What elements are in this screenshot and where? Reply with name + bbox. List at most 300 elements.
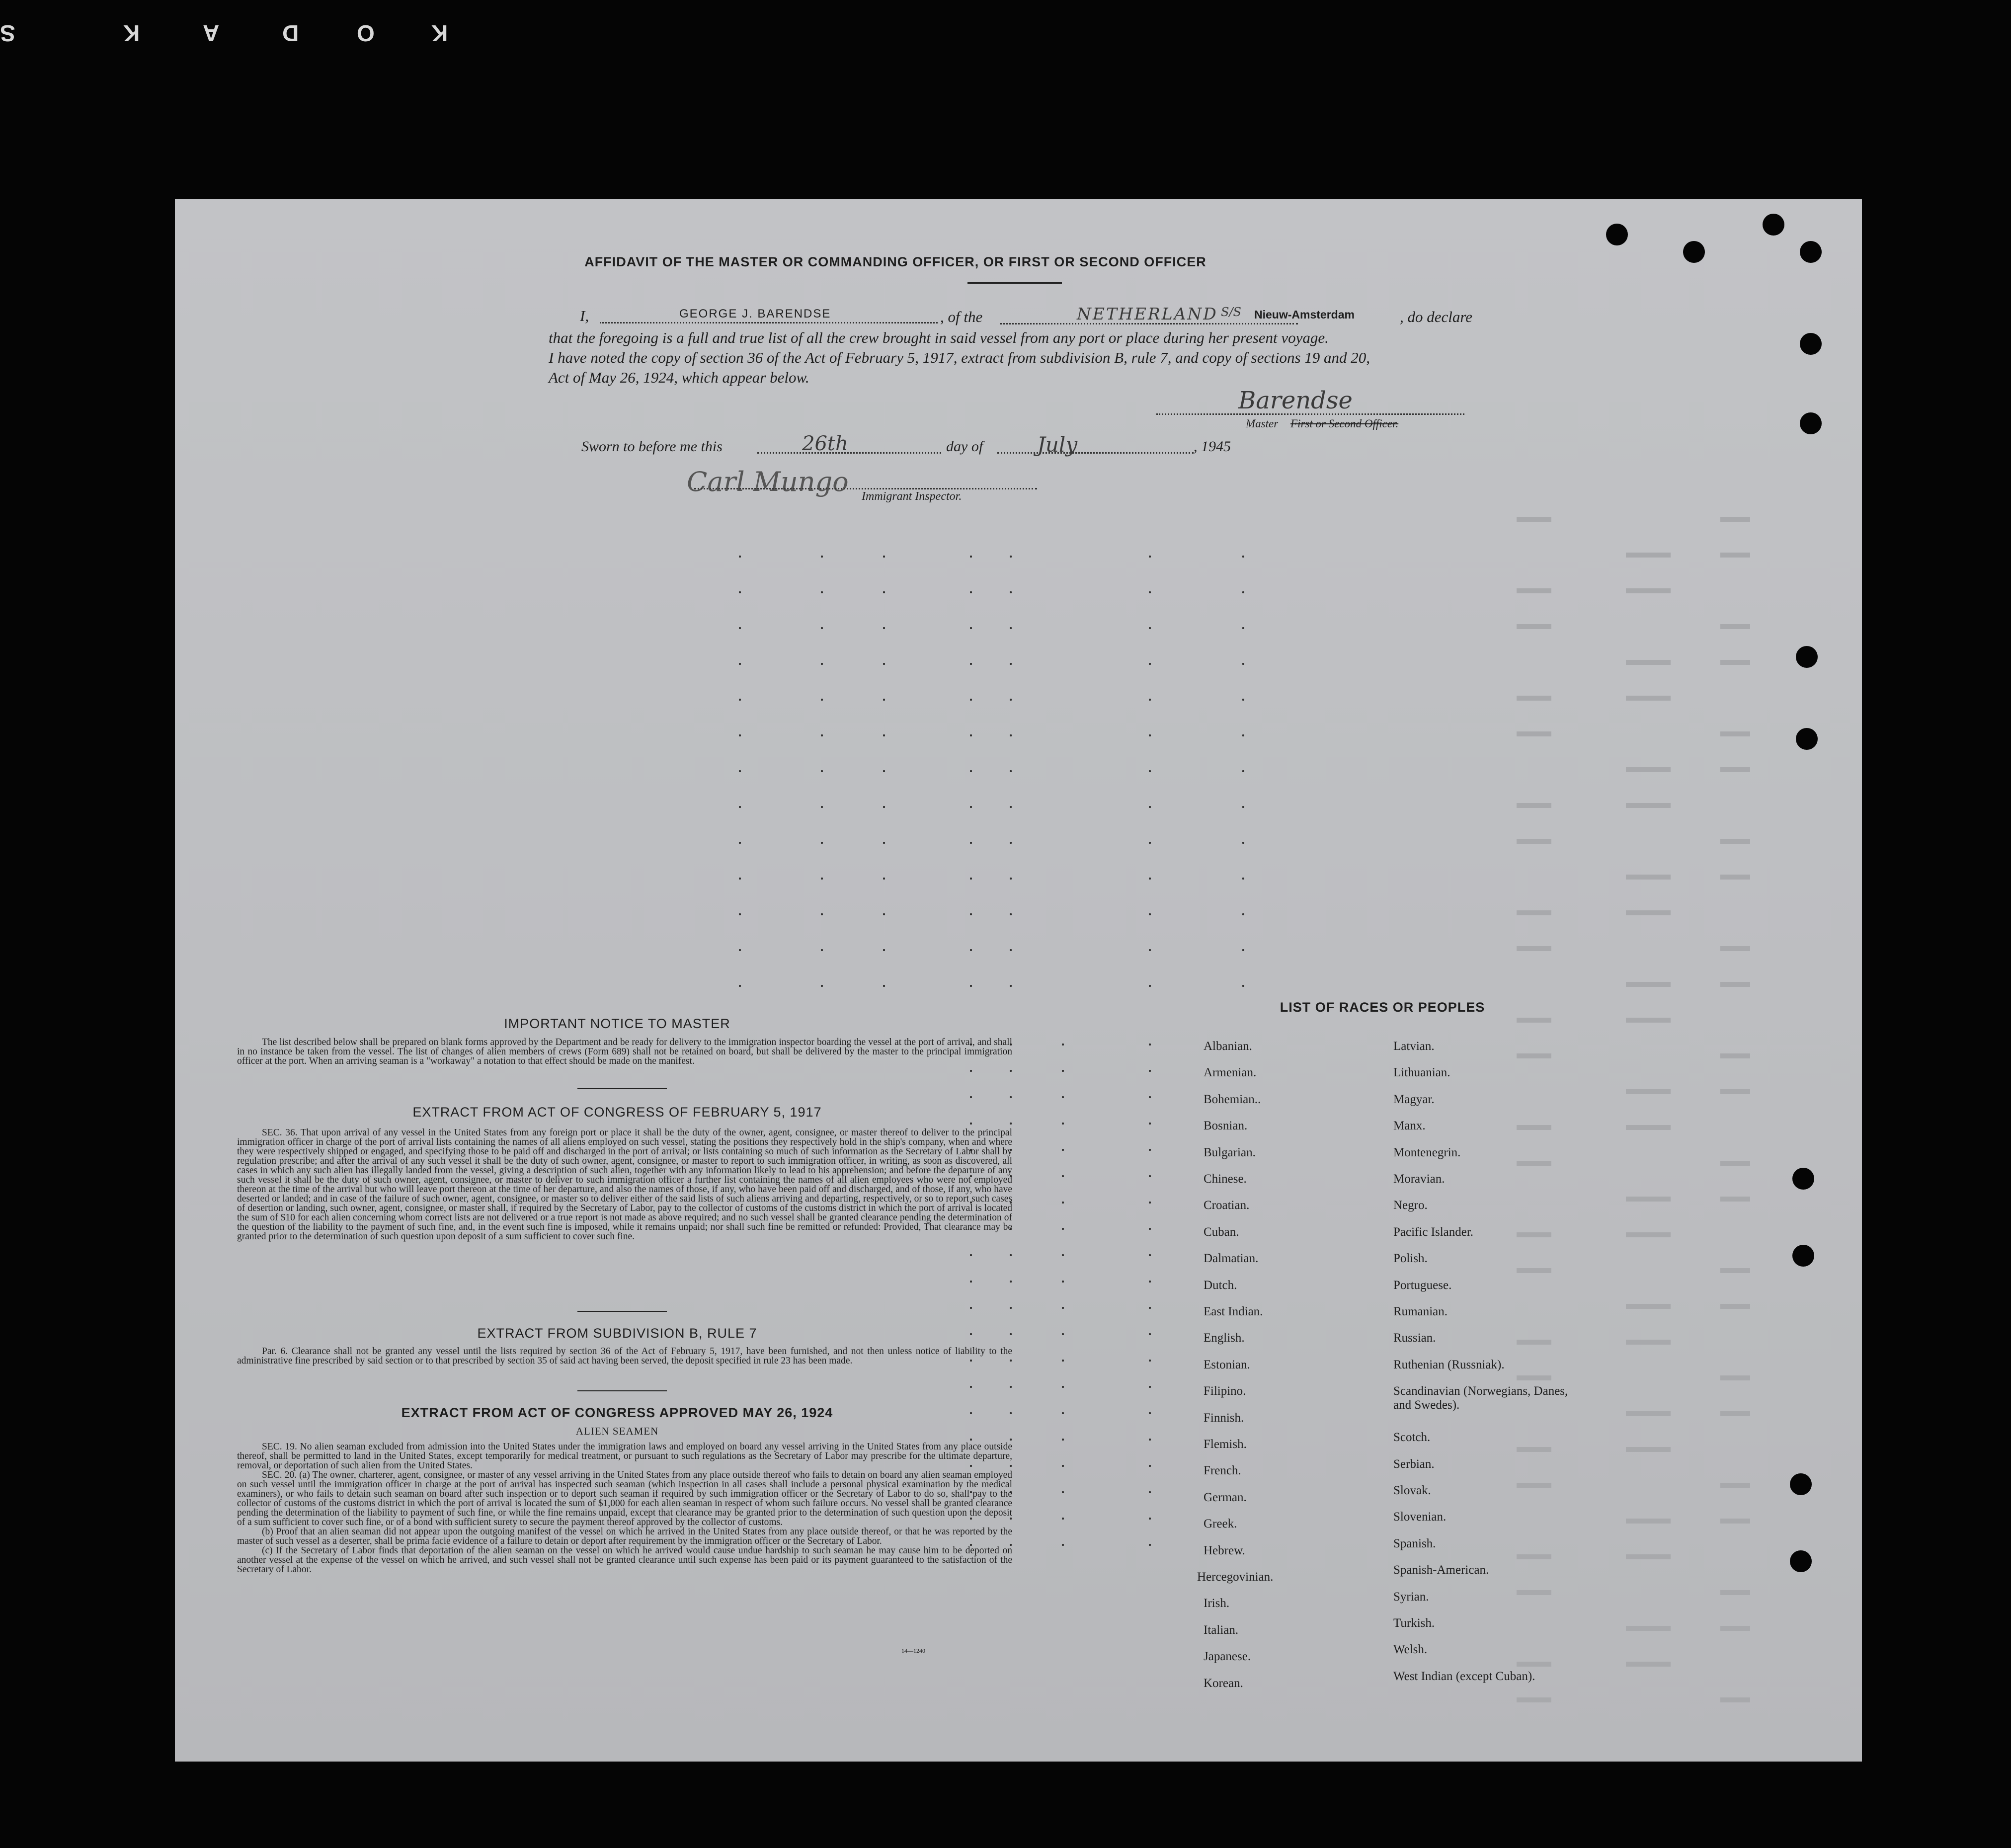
punch-hole bbox=[1606, 224, 1628, 245]
bleed-through-mark bbox=[1720, 1411, 1750, 1416]
race-item: Scandinavian (Norwegians, Danes, and Swedes). bbox=[1393, 1384, 1568, 1412]
of-the-text: , of the bbox=[940, 308, 983, 325]
day-of-text: day of bbox=[946, 438, 983, 455]
bleed-through-mark bbox=[1720, 1626, 1750, 1631]
bleed-through-mark bbox=[1517, 1662, 1551, 1667]
leader-dot bbox=[1242, 878, 1244, 880]
bleed-through-mark bbox=[1626, 1197, 1671, 1202]
leader-dot bbox=[1149, 1518, 1151, 1520]
leader-dot bbox=[821, 806, 823, 808]
bleed-through-mark bbox=[1720, 1519, 1750, 1524]
ss-mark: S/S bbox=[1221, 305, 1241, 319]
leader-dot bbox=[739, 913, 741, 915]
section-20b: (b) Proof that an alien seaman did not appear upon the outgoing manifest of the vessel on which he arrived in the United States from any place outside thereof, or that he was reported by the master of such vessel as a deserter, shall be prima facie evidence of a failure to detain or deport after requirement by the immigration officer or the Secretary of Labor. bbox=[237, 1527, 1012, 1546]
film-edge-letter: S bbox=[0, 20, 15, 46]
race-item: Spanish. bbox=[1393, 1536, 1436, 1550]
punch-hole bbox=[1796, 728, 1818, 750]
leader-dot bbox=[883, 627, 885, 629]
sworn-month-line bbox=[997, 452, 1194, 454]
leader-dot bbox=[970, 1439, 972, 1441]
race-item: Montenegrin. bbox=[1393, 1145, 1461, 1159]
sworn-text: Sworn to before me this bbox=[581, 438, 723, 455]
race-item: English. bbox=[1204, 1331, 1245, 1345]
leader-dot bbox=[739, 699, 741, 701]
leader-dot bbox=[1062, 1333, 1064, 1335]
leader-dot bbox=[1062, 1149, 1064, 1151]
race-item: Bulgarian. bbox=[1204, 1145, 1256, 1159]
bleed-through-mark bbox=[1720, 660, 1750, 665]
leader-dot bbox=[821, 913, 823, 915]
leader-dot bbox=[1062, 1202, 1064, 1204]
bleed-through-mark bbox=[1517, 1161, 1551, 1166]
bleed-through-mark bbox=[1626, 875, 1671, 880]
race-item: German. bbox=[1204, 1490, 1247, 1504]
alien-seamen-subtitle: ALIEN SEAMEN bbox=[575, 1425, 659, 1437]
sworn-month: July bbox=[1037, 432, 1078, 457]
section-divider bbox=[577, 1088, 667, 1089]
bleed-through-mark bbox=[1626, 1662, 1671, 1667]
bleed-through-mark bbox=[1517, 517, 1551, 522]
bleed-through-mark bbox=[1720, 1089, 1750, 1094]
leader-dot bbox=[821, 770, 823, 772]
punch-hole bbox=[1790, 1550, 1812, 1572]
leader-dot bbox=[1149, 734, 1151, 736]
bleed-through-mark bbox=[1517, 1447, 1551, 1452]
race-item: Chinese. bbox=[1204, 1172, 1247, 1186]
leader-dot bbox=[883, 556, 885, 558]
bleed-through-mark bbox=[1720, 1375, 1750, 1380]
leader-dot bbox=[1149, 1439, 1151, 1441]
leader-dot bbox=[739, 734, 741, 736]
bleed-through-mark bbox=[1626, 1125, 1671, 1130]
punch-hole bbox=[1683, 241, 1705, 263]
leader-dot bbox=[883, 663, 885, 665]
leader-dot bbox=[821, 663, 823, 665]
bleed-through-mark bbox=[1720, 1304, 1750, 1309]
race-item: West Indian (except Cuban). bbox=[1393, 1669, 1535, 1683]
leader-dot bbox=[821, 699, 823, 701]
leader-dot bbox=[1010, 1123, 1012, 1125]
sworn-day: 26th bbox=[802, 432, 848, 455]
bleed-through-mark bbox=[1720, 875, 1750, 880]
do-declare-text: , do declare bbox=[1400, 308, 1473, 325]
form-number: 14—1240 bbox=[901, 1647, 925, 1654]
leader-dot bbox=[1010, 1412, 1012, 1414]
leader-dot bbox=[1242, 591, 1244, 593]
leader-dot bbox=[970, 949, 972, 951]
extract-1924-text bbox=[237, 1442, 1012, 1574]
leader-dot bbox=[1062, 1281, 1064, 1283]
leader-dot bbox=[1062, 1123, 1064, 1125]
race-item: Lithuanian. bbox=[1393, 1066, 1450, 1080]
extract-1917-body: SEC. 36. That upon arrival of any vessel in the United States from any foreign port or place it shall be the duty of the owner, agent, consignee, or master thereof to deliver to the principal immigration officer in charge of the port of arrival lists containing the names of all aliens employed on such vessel, stating the positions they respectively hold in the ship's company, when and where they were respectively shipped or engaged, and specifying those to be paid off and discharged in the port of arrival; or lists containing so much of such information as the Secretary of Labor shall by regulation prescribe; and after the arrival of any such vessel it shall be the duty of such owner, agent, consignee, or master to report to such immigration officer, in writing, as soon as discovered, all cases in which any such alien has illegally landed from the vessel, giving a description of such alien, together with any information likely to lead to his apprehension; and before the departure of any such vessel it shall be the duty of such owner, agent, consignee, or master to deliver to such immigration officer a further list containing the names of all alien employees who were not employed thereon at the time of the arrival but who will leave port thereon at the time of her departure, and also the names of those, if any, who have been paid off and discharged, and of those, if any, who have deserted or landed; and in case of the failure of such owner, agent, consignee, or master so to deliver either of the said lists of such aliens arriving and departing, respectively, or so to report such cases of desertion or landing, such owner, agent, consignee, or master shall, if required by the Secretary of Labor, pay to the collector of customs of the customs district in which the port of arrival is located the sum of $10 for each alien concerning whom correct lists are not delivered or a true report is not made as above required; and no such vessel shall be granted clearance pending the determination of the question of the liability to the payment of such fine, and, in the event such fine is imposed, while it remains unpaid; nor shall such fine be remitted or refunded: Provided, That clearance may be granted prior to the determination of such question upon deposit of a sum sufficient to cover such fine. bbox=[237, 1127, 1012, 1242]
race-item: Albanian. bbox=[1204, 1040, 1252, 1053]
leader-dot bbox=[970, 913, 972, 915]
leader-dot bbox=[1149, 1228, 1151, 1230]
bleed-through-mark bbox=[1626, 767, 1671, 772]
leader-dot bbox=[1149, 1386, 1151, 1388]
affidavit-line-4: Act of May 26, 1924, which appear below. bbox=[549, 369, 809, 386]
leader-dot bbox=[739, 663, 741, 665]
race-item: Armenian. bbox=[1204, 1066, 1257, 1080]
leader-dot bbox=[1062, 1254, 1064, 1256]
leader-dot bbox=[821, 949, 823, 951]
bleed-through-mark bbox=[1517, 839, 1551, 844]
bleed-through-mark bbox=[1626, 660, 1671, 665]
race-item: Spanish-American. bbox=[1393, 1563, 1489, 1577]
leader-dot bbox=[821, 556, 823, 558]
sworn-day-line bbox=[757, 452, 941, 454]
race-item: Cuban. bbox=[1204, 1225, 1239, 1239]
race-item: Hebrew. bbox=[1204, 1543, 1245, 1557]
bleed-through-mark bbox=[1720, 946, 1750, 951]
bleed-through-mark bbox=[1626, 1447, 1671, 1452]
nationality: NETHERLAND bbox=[1077, 304, 1218, 323]
punch-hole bbox=[1792, 1168, 1814, 1190]
race-item: Negro. bbox=[1393, 1199, 1428, 1212]
film-edge-letter: A bbox=[203, 20, 220, 46]
race-item: Bosnian. bbox=[1204, 1119, 1248, 1133]
section-divider bbox=[577, 1311, 667, 1312]
leader-dot bbox=[1149, 770, 1151, 772]
intro-i: I, bbox=[580, 307, 589, 324]
leader-dot bbox=[821, 878, 823, 880]
leader-dot bbox=[1010, 1096, 1012, 1098]
leader-dot bbox=[1062, 1544, 1064, 1546]
punch-hole bbox=[1763, 214, 1784, 236]
leader-dot bbox=[1242, 699, 1244, 701]
leader-dot bbox=[1010, 1070, 1012, 1072]
leader-dot bbox=[739, 556, 741, 558]
leader-dot bbox=[1010, 627, 1012, 629]
leader-dot bbox=[1149, 1412, 1151, 1414]
leader-dot bbox=[1149, 1149, 1151, 1151]
film-edge-letter: K bbox=[431, 20, 448, 46]
leader-dot bbox=[1242, 627, 1244, 629]
section-19: SEC. 19. No alien seaman excluded from admission into the United States under the immigration laws and employed on board any vessel arriving in the United States from any place outside thereof, shall be permitted to land in the United States, except temporarily for medical treatment, or pursuant to such regulations as the Secretary of Labor may prescribe for the ultimate departure, removal, or deportation of such alien from the United States. bbox=[237, 1442, 1012, 1471]
master-signature-line bbox=[1156, 413, 1464, 415]
bleed-through-mark bbox=[1626, 1232, 1671, 1237]
bleed-through-mark bbox=[1517, 624, 1551, 629]
leader-dot bbox=[1010, 1333, 1012, 1335]
leader-dot bbox=[970, 591, 972, 593]
leader-dot bbox=[1010, 1439, 1012, 1441]
leader-dot bbox=[970, 663, 972, 665]
leader-dot bbox=[970, 734, 972, 736]
leader-dot bbox=[1062, 1307, 1064, 1309]
leader-dot bbox=[1062, 1465, 1064, 1467]
punch-hole bbox=[1800, 412, 1822, 434]
leader-dot bbox=[1149, 591, 1151, 593]
leader-dot bbox=[1242, 842, 1244, 844]
leader-dot bbox=[1149, 556, 1151, 558]
race-item: Pacific Islander. bbox=[1393, 1225, 1474, 1239]
bleed-through-mark bbox=[1626, 1519, 1671, 1524]
race-item: Bohemian.. bbox=[1204, 1092, 1261, 1106]
officer-name: GEORGE J. BARENDSE bbox=[679, 307, 831, 321]
race-item: Portuguese. bbox=[1393, 1278, 1452, 1292]
race-item: Korean. bbox=[1204, 1676, 1243, 1690]
race-item: Moravian. bbox=[1393, 1172, 1445, 1186]
bleed-through-mark bbox=[1517, 731, 1551, 736]
inspector-label: Immigrant Inspector. bbox=[862, 490, 962, 503]
race-item: French. bbox=[1204, 1464, 1241, 1478]
bleed-through-mark bbox=[1720, 1053, 1750, 1058]
bleed-through-mark bbox=[1626, 1554, 1671, 1559]
leader-dot bbox=[739, 591, 741, 593]
bleed-through-mark bbox=[1517, 1053, 1551, 1058]
race-item: Flemish. bbox=[1204, 1438, 1247, 1451]
leader-dot bbox=[1010, 878, 1012, 880]
race-item: Magyar. bbox=[1393, 1092, 1435, 1106]
bleed-through-mark bbox=[1720, 767, 1750, 772]
leader-dot bbox=[883, 806, 885, 808]
leader-dot bbox=[1010, 842, 1012, 844]
affidavit-line-2: that the foregoing is a full and true list of all the crew brought in said vessel from any port or place during her present voyage. bbox=[549, 329, 1329, 346]
leader-dot bbox=[1062, 1044, 1064, 1045]
race-item: Manx. bbox=[1393, 1119, 1426, 1133]
leader-dot bbox=[1010, 949, 1012, 951]
leader-dot bbox=[1062, 1175, 1064, 1177]
bleed-through-mark bbox=[1720, 731, 1750, 736]
leader-dot bbox=[1242, 806, 1244, 808]
leader-dot bbox=[883, 770, 885, 772]
punch-hole bbox=[1792, 1245, 1814, 1267]
leader-dot bbox=[970, 878, 972, 880]
race-item: Latvian. bbox=[1393, 1040, 1435, 1053]
leader-dot bbox=[1149, 985, 1151, 987]
bleed-through-mark bbox=[1720, 1268, 1750, 1273]
leader-dot bbox=[1010, 1307, 1012, 1309]
leader-dot bbox=[1010, 556, 1012, 558]
bleed-through-mark bbox=[1517, 910, 1551, 915]
leader-dot bbox=[1149, 1465, 1151, 1467]
leader-dot bbox=[1149, 1096, 1151, 1098]
race-item: Slovenian. bbox=[1393, 1510, 1447, 1524]
leader-dot bbox=[1242, 770, 1244, 772]
bleed-through-mark bbox=[1517, 946, 1551, 951]
section-20a: SEC. 20. (a) The owner, charterer, agent, consignee, or master of any vessel arriving in the United States from any place outside thereof who fails to detain on board any alien seaman employed on such vessel until the immigration officer in charge at the port of arrival has inspected such seaman (which inspection in all cases shall include a personal physical examination by the medical examiners), or who fails to detain such seaman on board after such inspection or to deport such seaman if required by such immigration officer or the Secretary of Labor to do so, shall pay to the collector of customs of the customs district in which the port of arrival is located the sum of $1,000 for each alien seaman in respect of whom such failure occurs. No vessel shall be granted clearance pending the determination of the liability to payment of such fine, or while the fine remains unpaid, except that clearance may be granted prior to the determination of such question upon the deposit of a sum sufficient to cover such fine, or of a bond with sufficient surety to secure the payment thereof approved by the collector of customs. bbox=[237, 1470, 1012, 1527]
race-item: Irish. bbox=[1204, 1597, 1230, 1610]
leader-dot bbox=[1149, 842, 1151, 844]
bleed-through-mark bbox=[1626, 588, 1671, 593]
leader-dot bbox=[1149, 1202, 1151, 1204]
race-item: Dalmatian. bbox=[1204, 1252, 1259, 1266]
film-edge-letter: O bbox=[357, 20, 375, 46]
leader-dot bbox=[970, 806, 972, 808]
leader-dot bbox=[1149, 1281, 1151, 1283]
leader-dot bbox=[970, 556, 972, 558]
bleed-through-mark bbox=[1626, 1089, 1671, 1094]
leader-dot bbox=[1149, 1070, 1151, 1072]
leader-dot bbox=[970, 1070, 972, 1072]
inspector-signature-line bbox=[694, 488, 1037, 489]
leader-dot bbox=[1149, 913, 1151, 915]
bleed-through-mark bbox=[1626, 1340, 1671, 1345]
leader-dot bbox=[1242, 985, 1244, 987]
film-edge-markings bbox=[0, 20, 497, 50]
film-edge-letter: K bbox=[123, 20, 140, 46]
leader-dot bbox=[883, 878, 885, 880]
bleed-through-mark bbox=[1517, 803, 1551, 808]
bleed-through-mark bbox=[1720, 839, 1750, 844]
extract-rule7-body: Par. 6. Clearance shall not be granted any vessel until the lists required by section 36 of the Act of February 5, 1917, have been furnished, and not then unless notice of liability to the administrative fine prescribed by said section or to that prescribed by section 35 of said act having been served, the deposit specified in rule 23 has been made. bbox=[237, 1346, 1012, 1366]
bleed-through-mark bbox=[1517, 696, 1551, 701]
bleed-through-mark bbox=[1626, 982, 1671, 987]
leader-dot bbox=[1149, 1254, 1151, 1256]
bleed-through-mark bbox=[1517, 1554, 1551, 1559]
race-item: Dutch. bbox=[1204, 1278, 1237, 1292]
leader-dot bbox=[1242, 556, 1244, 558]
bleed-through-mark bbox=[1517, 1697, 1551, 1702]
leader-dot bbox=[1062, 1491, 1064, 1493]
races-title: LIST OF RACES OR PEOPLES bbox=[1280, 1000, 1485, 1015]
leader-dot bbox=[1062, 1096, 1064, 1098]
leader-dot bbox=[1062, 1070, 1064, 1072]
bleed-through-mark bbox=[1626, 553, 1671, 558]
race-item: Welsh. bbox=[1393, 1643, 1428, 1657]
title-divider bbox=[967, 282, 1062, 284]
leader-dot bbox=[1062, 1412, 1064, 1414]
race-item: Hercegovinian. bbox=[1197, 1570, 1274, 1584]
leader-dot bbox=[739, 627, 741, 629]
punch-hole bbox=[1790, 1473, 1812, 1495]
race-item: Filipino. bbox=[1204, 1384, 1246, 1398]
leader-dot bbox=[1149, 663, 1151, 665]
bleed-through-mark bbox=[1720, 982, 1750, 987]
master-signature: Barendse bbox=[1238, 387, 1353, 414]
race-item: Russian. bbox=[1393, 1331, 1436, 1345]
leader-dot bbox=[1010, 770, 1012, 772]
leader-dot bbox=[739, 770, 741, 772]
leader-dot bbox=[1149, 1544, 1151, 1546]
bleed-through-mark bbox=[1626, 1304, 1671, 1309]
bleed-through-mark bbox=[1626, 1626, 1671, 1631]
leader-dot bbox=[970, 1307, 972, 1309]
leader-dot bbox=[1149, 699, 1151, 701]
inspector-signature: Carl Mungo bbox=[687, 466, 849, 497]
leader-dot bbox=[1062, 1228, 1064, 1230]
bleed-through-mark bbox=[1517, 1018, 1551, 1023]
bleed-through-mark bbox=[1720, 624, 1750, 629]
leader-dot bbox=[970, 842, 972, 844]
leader-dot bbox=[821, 985, 823, 987]
leader-dot bbox=[1010, 985, 1012, 987]
bleed-through-mark bbox=[1626, 1018, 1671, 1023]
notice-title: IMPORTANT NOTICE TO MASTER bbox=[504, 1016, 730, 1031]
race-item: Japanese. bbox=[1204, 1650, 1251, 1664]
leader-dot bbox=[1062, 1386, 1064, 1388]
leader-dot bbox=[1062, 1360, 1064, 1362]
leader-dot bbox=[970, 1123, 972, 1125]
bleed-through-mark bbox=[1720, 1483, 1750, 1488]
leader-dot bbox=[739, 949, 741, 951]
extract-1924-title: EXTRACT FROM ACT OF CONGRESS APPROVED MAY 26, 1924 bbox=[401, 1405, 833, 1420]
leader-dot bbox=[1149, 878, 1151, 880]
section-divider bbox=[577, 1390, 667, 1391]
leader-dot bbox=[970, 770, 972, 772]
punch-hole bbox=[1796, 646, 1818, 668]
leader-dot bbox=[821, 591, 823, 593]
leader-dot bbox=[970, 1281, 972, 1283]
leader-dot bbox=[739, 985, 741, 987]
leader-dot bbox=[883, 949, 885, 951]
bleed-through-mark bbox=[1720, 1161, 1750, 1166]
leader-dot bbox=[1010, 591, 1012, 593]
race-item: Italian. bbox=[1204, 1623, 1239, 1637]
leader-dot bbox=[1149, 806, 1151, 808]
leader-dot bbox=[1010, 1281, 1012, 1283]
bleed-through-mark bbox=[1720, 553, 1750, 558]
race-item: Scotch. bbox=[1393, 1431, 1431, 1445]
leader-dot bbox=[821, 627, 823, 629]
struck-officer-label: First or Second Officer. bbox=[1290, 417, 1399, 430]
race-item: Syrian. bbox=[1393, 1590, 1429, 1604]
punch-hole bbox=[1800, 241, 1822, 263]
leader-dot bbox=[883, 734, 885, 736]
leader-dot bbox=[1149, 1307, 1151, 1309]
leader-dot bbox=[970, 1254, 972, 1256]
race-item: Turkish. bbox=[1393, 1616, 1435, 1630]
leader-dot bbox=[1010, 734, 1012, 736]
leader-dot bbox=[1242, 663, 1244, 665]
leader-dot bbox=[739, 806, 741, 808]
bleed-through-mark bbox=[1626, 696, 1671, 701]
leader-dot bbox=[883, 699, 885, 701]
affidavit-line-3: I have noted the copy of section 36 of the Act of February 5, 1917, extract from subdivision B, rule 7, and copy of sections 19 and 20, bbox=[549, 349, 1370, 366]
document-sheet bbox=[175, 199, 1862, 1762]
master-label: Master bbox=[1246, 417, 1279, 430]
bleed-through-mark bbox=[1626, 1411, 1671, 1416]
punch-hole bbox=[1800, 333, 1822, 355]
leader-dot bbox=[1149, 1333, 1151, 1335]
bleed-through-mark bbox=[1720, 1590, 1750, 1595]
bleed-through-mark bbox=[1720, 1197, 1750, 1202]
extract-rule7-title: EXTRACT FROM SUBDIVISION B, RULE 7 bbox=[477, 1326, 757, 1341]
sworn-year: , 1945 bbox=[1194, 438, 1231, 455]
leader-dot bbox=[970, 1386, 972, 1388]
film-edge-letter: D bbox=[282, 20, 299, 46]
bleed-through-mark bbox=[1720, 1697, 1750, 1702]
race-item: Croatian. bbox=[1204, 1199, 1250, 1212]
extract-1917-title: EXTRACT FROM ACT OF CONGRESS OF FEBRUARY 5, 1917 bbox=[412, 1105, 822, 1120]
leader-dot bbox=[883, 842, 885, 844]
bleed-through-mark bbox=[1626, 803, 1671, 808]
race-item: Greek. bbox=[1204, 1517, 1237, 1531]
leader-dot bbox=[1149, 949, 1151, 951]
leader-dot bbox=[1010, 663, 1012, 665]
race-item: Rumanian. bbox=[1393, 1305, 1448, 1318]
leader-dot bbox=[1149, 1491, 1151, 1493]
leader-dot bbox=[1062, 1518, 1064, 1520]
race-item: Estonian. bbox=[1204, 1358, 1250, 1371]
leader-dot bbox=[1149, 627, 1151, 629]
leader-dot bbox=[1242, 913, 1244, 915]
race-item: Finnish. bbox=[1204, 1411, 1244, 1425]
bleed-through-mark bbox=[1720, 517, 1750, 522]
bleed-through-mark bbox=[1517, 1268, 1551, 1273]
leader-dot bbox=[1149, 1360, 1151, 1362]
leader-dot bbox=[883, 985, 885, 987]
leader-dot bbox=[821, 734, 823, 736]
leader-dot bbox=[1010, 1254, 1012, 1256]
leader-dot bbox=[821, 842, 823, 844]
leader-dot bbox=[970, 627, 972, 629]
bleed-through-mark bbox=[1517, 588, 1551, 593]
leader-dot bbox=[1149, 1175, 1151, 1177]
notice-body: The list described below shall be prepared on blank forms approved by the Department and be ready for delivery to the immigration inspector boarding the vessel at the port of arrival, and shall in no instance be taken from the vessel. The list of changes of alien members of crews (Form 689) shall not be retained on board, but shall be delivered by the master to the principal immigration officer at the port. When an arriving seaman is a "workaway" a notation to that effect should be made on the manifest. bbox=[237, 1037, 1012, 1066]
race-item: Serbian. bbox=[1393, 1457, 1435, 1471]
